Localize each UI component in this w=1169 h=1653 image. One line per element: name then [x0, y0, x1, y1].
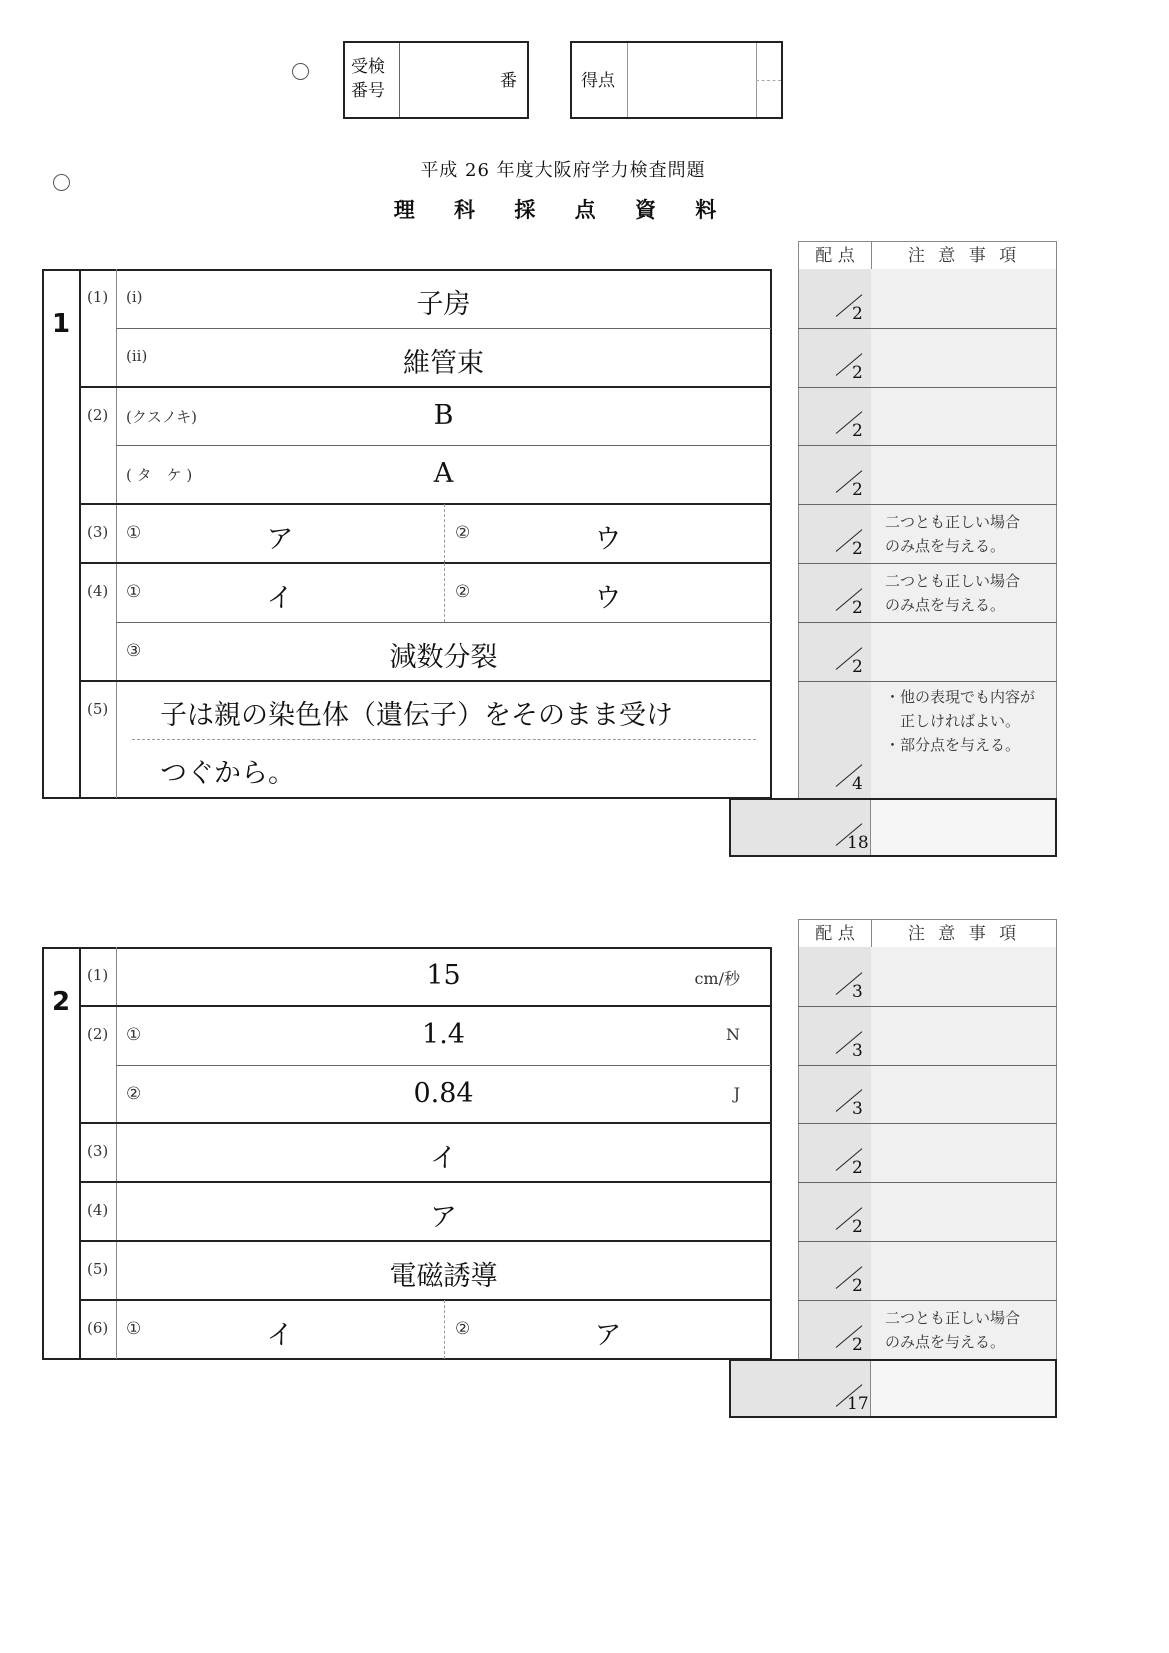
question-number: (6) — [87, 1318, 109, 1337]
question-number: (1) — [87, 288, 109, 306]
row-divider — [116, 328, 771, 329]
answer-label: ② — [455, 1318, 471, 1339]
row-divider — [79, 1240, 771, 1242]
row-divider — [79, 562, 771, 564]
answer-value: イ — [266, 1319, 294, 1351]
row-divider — [798, 445, 1057, 446]
answer-value: 維管束 — [403, 347, 484, 379]
answer-label: ② — [455, 523, 471, 544]
question-number: (2) — [87, 1024, 109, 1043]
score-entry-field[interactable] — [800, 565, 870, 620]
answer-label: ② — [126, 1083, 142, 1104]
question-number: (4) — [87, 1201, 109, 1220]
section-number: 1 — [52, 309, 71, 339]
answer-value: 0.84 — [413, 1077, 474, 1109]
score-entry-field[interactable] — [800, 1008, 870, 1063]
points-value: 4 — [852, 774, 863, 795]
answer-unit: N — [726, 1024, 740, 1044]
row-divider — [798, 1182, 1057, 1183]
score-entry-field[interactable] — [800, 624, 870, 679]
points-column-header: 配 点 — [798, 241, 872, 270]
points-column-header: 配 点 — [798, 919, 872, 948]
answer-line-guide — [132, 739, 756, 740]
question-number: (1) — [87, 966, 109, 984]
row-divider — [79, 1181, 771, 1183]
points-value: 2 — [852, 480, 863, 501]
question-number: (4) — [87, 582, 109, 600]
question-number: (2) — [87, 405, 109, 424]
scoring-note: 二つとも正しい場合 のみ点を与える。 — [885, 572, 1021, 614]
answer-value: ウ — [594, 524, 622, 556]
question-number: (3) — [87, 523, 109, 542]
answer-text-line: 子は親の染色体（遺伝子）をそのまま受け — [160, 699, 673, 731]
row-divider — [798, 1006, 1057, 1007]
column-divider — [79, 947, 81, 1359]
points-value: 2 — [852, 1217, 863, 1237]
points-value: 2 — [852, 1158, 863, 1179]
answer-label: (i) — [126, 288, 143, 306]
row-divider — [798, 563, 1057, 564]
answer-label: ① — [126, 582, 142, 602]
score-entry-field[interactable] — [800, 1302, 870, 1357]
score-entry-field[interactable] — [800, 949, 870, 1004]
answer-value: イ — [430, 1143, 457, 1175]
notes-column-header: 注 意 事 項 — [871, 919, 1057, 948]
answer-label: ② — [455, 582, 471, 602]
score-entry-field[interactable] — [800, 1184, 870, 1239]
row-divider — [116, 1065, 771, 1066]
score-entry-field[interactable] — [800, 506, 870, 561]
row-divider — [798, 1123, 1057, 1124]
row-divider — [116, 622, 771, 623]
row-divider — [798, 1241, 1057, 1242]
scoring-note: 二つとも正しい場合 のみ点を与える。 — [885, 1308, 1021, 1351]
points-value: 2 — [852, 421, 863, 442]
score-entry-field[interactable] — [800, 447, 870, 502]
row-divider — [79, 1005, 771, 1007]
row-divider — [79, 386, 771, 388]
score-entry-field[interactable] — [800, 1067, 870, 1122]
row-divider — [79, 680, 771, 682]
answer-unit: cm/秒 — [694, 969, 740, 988]
answer-value: 電磁誘導 — [389, 1261, 498, 1292]
answer-label: ① — [126, 523, 142, 544]
score-field[interactable] — [629, 45, 754, 115]
row-divider — [79, 1299, 771, 1301]
document-title: 理 科 採 点 資 料 — [393, 197, 733, 222]
row-divider — [798, 1300, 1057, 1301]
score-entry-field[interactable] — [800, 271, 870, 326]
answer-value: ウ — [594, 583, 622, 614]
answer-value: A — [433, 458, 454, 490]
points-value: 2 — [852, 303, 863, 324]
answer-label: ① — [126, 1318, 142, 1339]
question-number: (5) — [87, 699, 109, 718]
points-value: 2 — [852, 1334, 863, 1355]
answer-text-line: つぐから。 — [160, 758, 295, 790]
row-divider — [798, 504, 1057, 505]
exam-number-label: 受検 番号 — [351, 57, 385, 101]
exam-number-box — [343, 41, 529, 119]
scoring-note: ・他の表現でも内容が 正しければよい。 ・部分点を与える。 — [885, 687, 1036, 754]
points-value: 2 — [852, 597, 863, 618]
points-value: 3 — [852, 981, 863, 1002]
punch-hole-mark — [292, 63, 309, 80]
question-number: (3) — [87, 1142, 109, 1161]
section-number: 2 — [52, 987, 71, 1017]
exam-number-suffix: 番 — [500, 71, 517, 91]
row-divider — [798, 622, 1057, 623]
answer-value: 子房 — [416, 289, 471, 320]
row-divider — [798, 681, 1057, 682]
answer-label: ( タ ケ ) — [126, 466, 193, 485]
column-divider — [79, 269, 81, 798]
row-divider — [798, 1065, 1057, 1066]
answer-value: ア — [594, 1319, 622, 1351]
answer-unit: J — [733, 1083, 740, 1103]
answer-label: (ii) — [126, 346, 148, 365]
score-box — [570, 41, 783, 119]
row-divider — [116, 445, 771, 446]
answer-value: 15 — [426, 960, 461, 991]
total-points-value: 17 — [847, 1393, 869, 1414]
total-points-value: 18 — [847, 833, 869, 854]
score-entry-field[interactable] — [800, 389, 870, 444]
answer-value: 1.4 — [422, 1018, 465, 1050]
score-label: 得点 — [581, 71, 615, 91]
answer-label: ① — [126, 1024, 142, 1045]
notes-column — [871, 947, 1057, 1359]
points-value: 2 — [852, 1275, 863, 1296]
answer-value: B — [433, 399, 454, 431]
row-divider — [798, 328, 1057, 329]
question-number: (5) — [87, 1260, 109, 1278]
answer-value: 減数分裂 — [389, 641, 498, 673]
exam-number-field[interactable] — [401, 45, 511, 115]
document-subtitle: 平成 26 年度大阪府学力検査問題 — [420, 160, 706, 181]
score-entry-field[interactable] — [800, 1125, 870, 1180]
row-divider — [798, 387, 1057, 388]
points-value: 2 — [852, 362, 863, 383]
answer-value: イ — [266, 583, 294, 614]
row-divider — [79, 503, 771, 505]
answer-value: ア — [266, 524, 294, 556]
answer-label: (クスノキ) — [126, 407, 197, 426]
score-entry-field[interactable] — [800, 1243, 870, 1298]
score-entry-field[interactable] — [800, 330, 870, 385]
notes-column-header: 注 意 事 項 — [871, 241, 1057, 270]
points-value: 2 — [852, 539, 863, 559]
scoring-note: 二つとも正しい場合 のみ点を与える。 — [885, 513, 1021, 556]
points-value: 3 — [852, 1099, 863, 1120]
answer-label: ③ — [126, 640, 142, 661]
answer-value: ア — [430, 1202, 457, 1234]
points-value: 3 — [852, 1040, 863, 1061]
score-entry-field[interactable] — [800, 683, 870, 797]
row-divider — [79, 1122, 771, 1124]
points-value: 2 — [852, 656, 863, 677]
